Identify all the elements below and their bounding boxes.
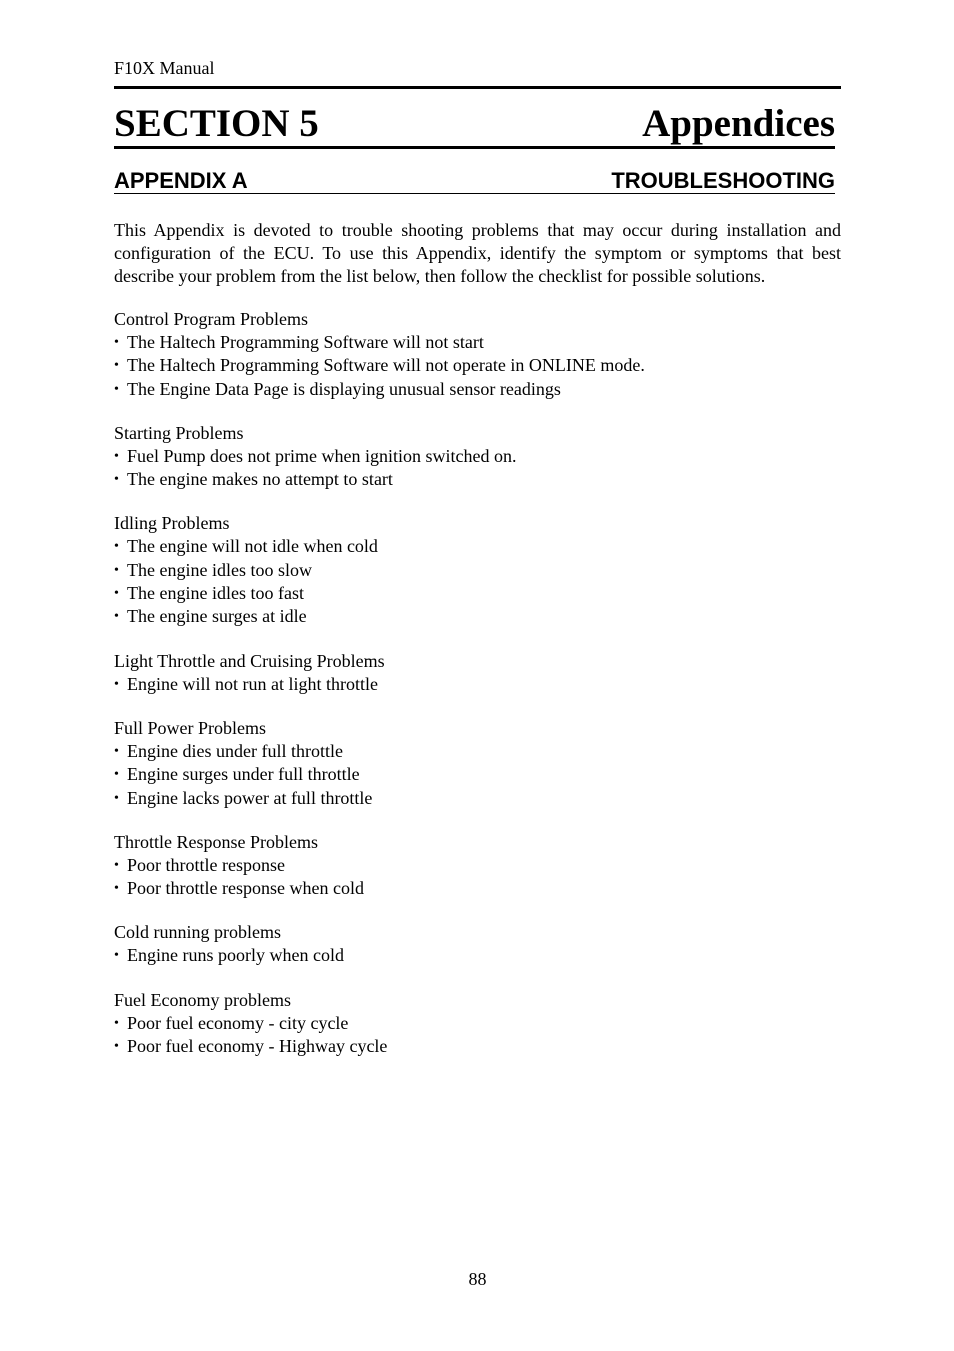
- running-header: F10X Manual: [114, 58, 215, 78]
- bullet-icon: •: [114, 381, 119, 397]
- problem-text: The Haltech Programming Software will not operate in ONLINE mode.: [127, 355, 645, 376]
- bullet-icon: •: [114, 767, 119, 783]
- problem-text: Engine runs poorly when cold: [127, 945, 344, 966]
- bullet-icon: •: [114, 1039, 119, 1055]
- problem-list-item: [114, 944, 841, 967]
- bullet-icon: •: [114, 881, 119, 897]
- problem-list: [114, 331, 841, 401]
- bullet-icon: •: [114, 358, 119, 374]
- problem-group-heading: Control Program Problems: [114, 309, 308, 329]
- problem-text: The engine idles too fast: [127, 583, 304, 604]
- problem-group: [114, 511, 841, 628]
- problem-list: [114, 944, 841, 967]
- bullet-icon: •: [114, 539, 119, 555]
- problem-list-item: [114, 605, 841, 628]
- problem-group-heading: Full Power Problems: [114, 717, 267, 738]
- problem-group-heading: Fuel Economy problems: [114, 989, 291, 1010]
- problem-text: Engine dies under full throttle: [127, 740, 343, 761]
- problem-list-item: [114, 535, 841, 558]
- problem-list: [114, 1012, 841, 1059]
- problem-group: [114, 716, 841, 810]
- intro-paragraph: This Appendix is devoted to trouble shooting problems that may occur during installation and configuration of the ECU. To use this Appendix, identify the symptom or symptoms that best describe your problem from the list below, then follow the checklist for possible solutions.: [114, 220, 841, 286]
- problem-list-item: [114, 673, 841, 696]
- bullet-icon: •: [114, 586, 119, 602]
- problem-text: The engine idles too slow: [127, 559, 312, 580]
- problem-list: [114, 445, 841, 492]
- problem-list-item: [114, 1035, 841, 1058]
- problem-groups: [114, 307, 841, 1078]
- appendix-name: TROUBLESHOOTING: [611, 168, 835, 193]
- problem-list: [114, 673, 841, 696]
- problem-text: The Haltech Programming Software will not start: [127, 332, 484, 352]
- problem-list-item: [114, 582, 841, 605]
- bullet-icon: •: [114, 448, 119, 464]
- problem-list-item: [114, 331, 841, 354]
- problem-text: Poor fuel economy - city cycle: [127, 1012, 349, 1033]
- problem-text: Engine surges under full throttle: [127, 764, 360, 785]
- problem-list-item: [114, 378, 841, 401]
- section-title: [114, 102, 835, 149]
- problem-list: [114, 854, 841, 901]
- bullet-icon: •: [114, 562, 119, 578]
- problem-list-item: [114, 854, 841, 877]
- appendix-label: APPENDIX A: [114, 168, 248, 193]
- bullet-icon: •: [114, 472, 119, 488]
- bullet-icon: •: [114, 948, 119, 964]
- problem-list: [114, 740, 841, 810]
- problem-group: [114, 830, 841, 901]
- problem-group: [114, 307, 841, 401]
- problem-text: Poor fuel economy - Highway cycle: [127, 1036, 388, 1057]
- problem-group: [114, 920, 841, 967]
- problem-text: The engine makes no attempt to start: [127, 469, 393, 490]
- problem-text: Fuel Pump does not prime when ignition switched on.: [127, 445, 517, 466]
- header-rule: [114, 86, 841, 89]
- bullet-icon: •: [114, 857, 119, 873]
- problem-list-item: [114, 559, 841, 582]
- problem-list-item: [114, 763, 841, 786]
- problem-list: [114, 535, 841, 628]
- problem-list-item: [114, 354, 841, 377]
- problem-group-heading: Idling Problems: [114, 513, 230, 534]
- problem-list-item: [114, 877, 841, 900]
- problem-group: [114, 649, 841, 696]
- problem-text: The engine will not idle when cold: [127, 536, 378, 557]
- problem-list-item: [114, 445, 841, 468]
- bullet-icon: •: [114, 743, 119, 759]
- problem-group-heading: Starting Problems: [114, 422, 244, 443]
- problem-group-heading: Throttle Response Problems: [114, 831, 318, 852]
- bullet-icon: •: [114, 790, 119, 806]
- page-number: 88: [468, 1269, 487, 1289]
- problem-group-heading: Cold running problems: [114, 922, 281, 943]
- problem-group: [114, 421, 841, 492]
- problem-text: Engine lacks power at full throttle: [127, 787, 373, 808]
- problem-text: Engine will not run at light throttle: [127, 673, 378, 694]
- problem-list-item: [114, 787, 841, 810]
- problem-list-item: [114, 468, 841, 491]
- appendix-title: [114, 168, 835, 194]
- problem-list-item: [114, 1012, 841, 1035]
- bullet-icon: •: [114, 676, 119, 692]
- section-name: Appendices: [642, 102, 835, 145]
- problem-group: [114, 988, 841, 1059]
- problem-text: The engine surges at idle: [127, 606, 307, 627]
- problem-text: Poor throttle response when cold: [127, 878, 364, 899]
- bullet-icon: •: [114, 335, 119, 350]
- section-number: SECTION 5: [114, 102, 319, 145]
- bullet-icon: •: [114, 1015, 119, 1031]
- problem-group-heading: Light Throttle and Cruising Problems: [114, 650, 385, 671]
- problem-text: The Engine Data Page is displaying unusual sensor readings: [127, 378, 561, 399]
- bullet-icon: •: [114, 609, 119, 625]
- problem-text: Poor throttle response: [127, 854, 285, 875]
- problem-list-item: [114, 740, 841, 763]
